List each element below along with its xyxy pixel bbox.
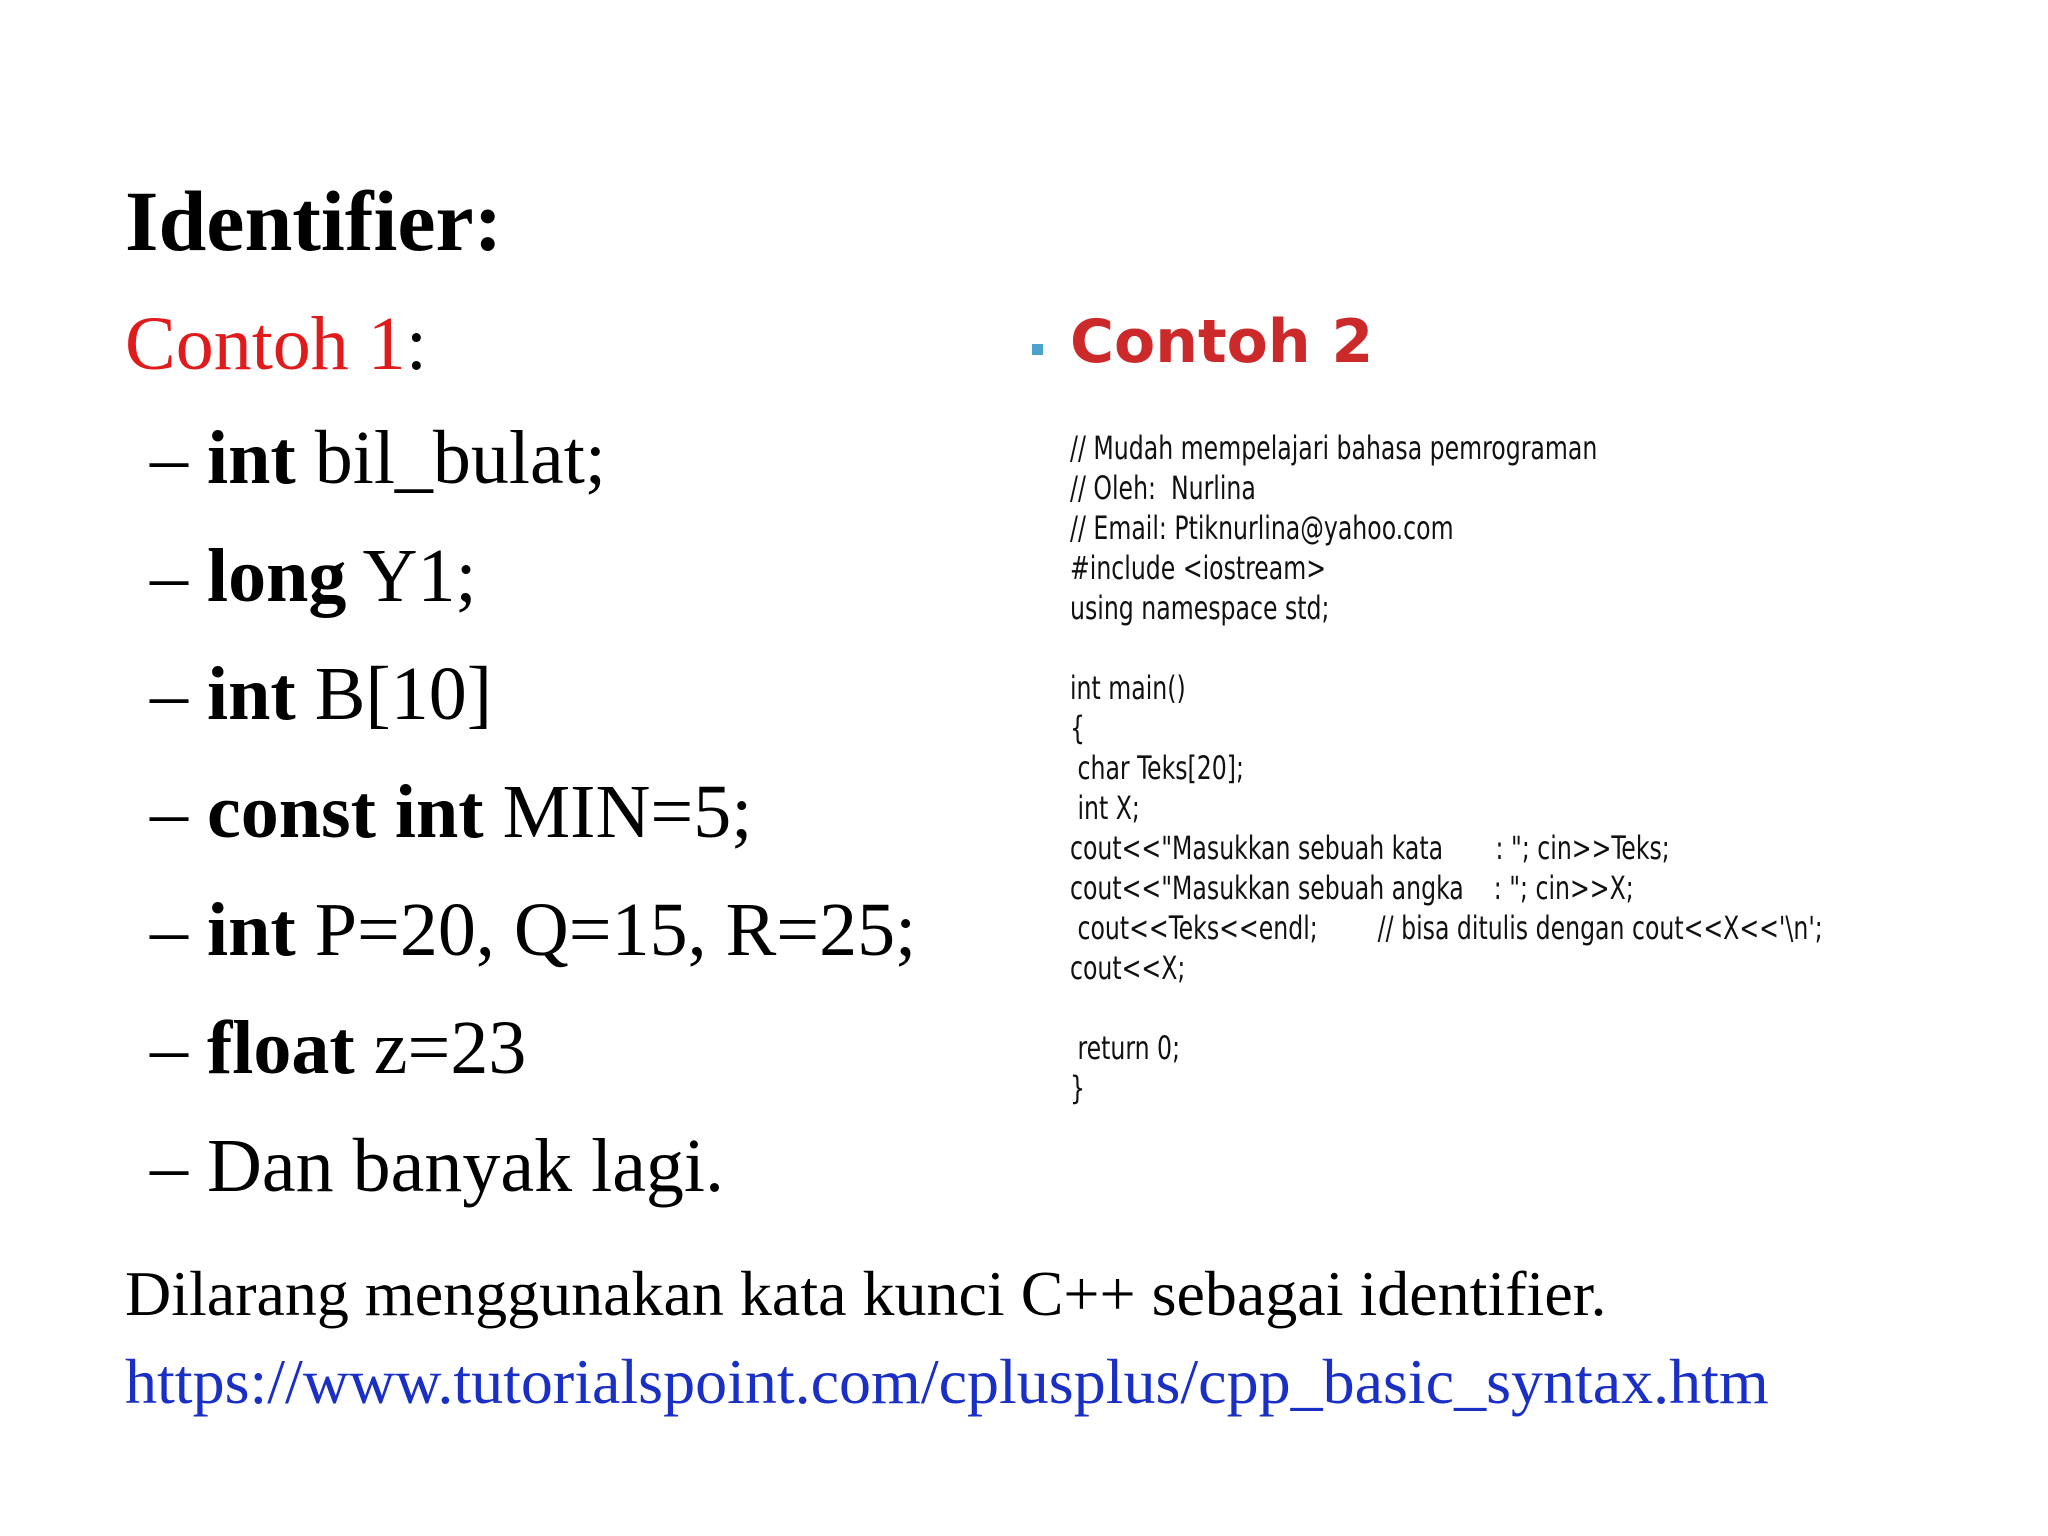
example-1-label: Contoh 1: [125, 302, 406, 386]
code-line: cout<<"Masukkan sebuah kata : "; cin>>Teks;: [1070, 829, 1670, 867]
keyword: int: [207, 652, 296, 736]
code-line: cout<<X;: [1070, 949, 1186, 987]
keyword: int: [207, 416, 296, 500]
keyword: long: [207, 534, 347, 618]
identifier-text: MIN=5;: [483, 770, 753, 854]
dash: –: [150, 1124, 207, 1208]
code-line: int main(): [1070, 669, 1186, 707]
identifier-text: B[10]: [295, 652, 493, 736]
identifier-text: bil_bulat;: [295, 416, 607, 500]
identifier-text: Y1;: [346, 534, 477, 618]
slide-title: Identifier:: [125, 173, 503, 269]
code-block: [1070, 428, 1823, 1108]
dash: –: [150, 652, 207, 736]
dash: –: [150, 416, 207, 500]
list-item: [150, 888, 917, 972]
code-line: cout<<Teks<<endl; // bisa ditulis dengan cout<<X<<'\n';: [1070, 909, 1823, 947]
code-line: return 0;: [1070, 1029, 1181, 1067]
code-line: }: [1070, 1069, 1086, 1107]
identifier-text: P=20, Q=15, R=25;: [295, 888, 917, 972]
keyword-warning-note: Dilarang menggunakan kata kunci C++ sebagai identifier.: [125, 1258, 1607, 1329]
example-1-heading: [125, 302, 427, 386]
code-line: [1070, 628, 1823, 668]
keyword: float: [207, 1006, 355, 1090]
code-line: // Email: Ptiknurlina@yahoo.com: [1070, 509, 1454, 547]
dash: –: [150, 534, 207, 618]
reference-link[interactable]: https://www.tutorialspoint.com/cplusplus/cpp_basic_syntax.htm: [125, 1346, 1769, 1417]
identifier-text: Dan banyak lagi.: [207, 1124, 725, 1208]
identifier-text: z=23: [354, 1006, 527, 1090]
list-item: [150, 534, 477, 618]
code-line: // Mudah mempelajari bahasa pemrograman: [1070, 429, 1598, 467]
list-item: [150, 770, 753, 854]
code-line: {: [1070, 709, 1086, 747]
example-1-colon: :: [405, 302, 427, 386]
code-line: #include <iostream>: [1070, 549, 1327, 587]
bullet-square-icon: [1032, 344, 1043, 355]
example-2-title: Contoh 2: [1070, 307, 1374, 377]
list-item: [150, 416, 607, 500]
code-line: // Oleh: Nurlina: [1070, 469, 1256, 507]
code-line: [1070, 988, 1823, 1028]
keyword: const int: [207, 770, 484, 854]
code-line: int X;: [1070, 789, 1140, 827]
code-line: using namespace std;: [1070, 589, 1330, 627]
list-item: [150, 1006, 527, 1090]
keyword: int: [207, 888, 296, 972]
example-2-screenshot: [1012, 300, 2032, 1130]
code-line: char Teks[20];: [1070, 749, 1244, 787]
dash: –: [150, 1006, 207, 1090]
code-line: cout<<"Masukkan sebuah angka : "; cin>>X;: [1070, 869, 1634, 907]
dash: –: [150, 888, 207, 972]
list-item: [150, 652, 493, 736]
dash: –: [150, 770, 207, 854]
list-item: [150, 1124, 725, 1208]
